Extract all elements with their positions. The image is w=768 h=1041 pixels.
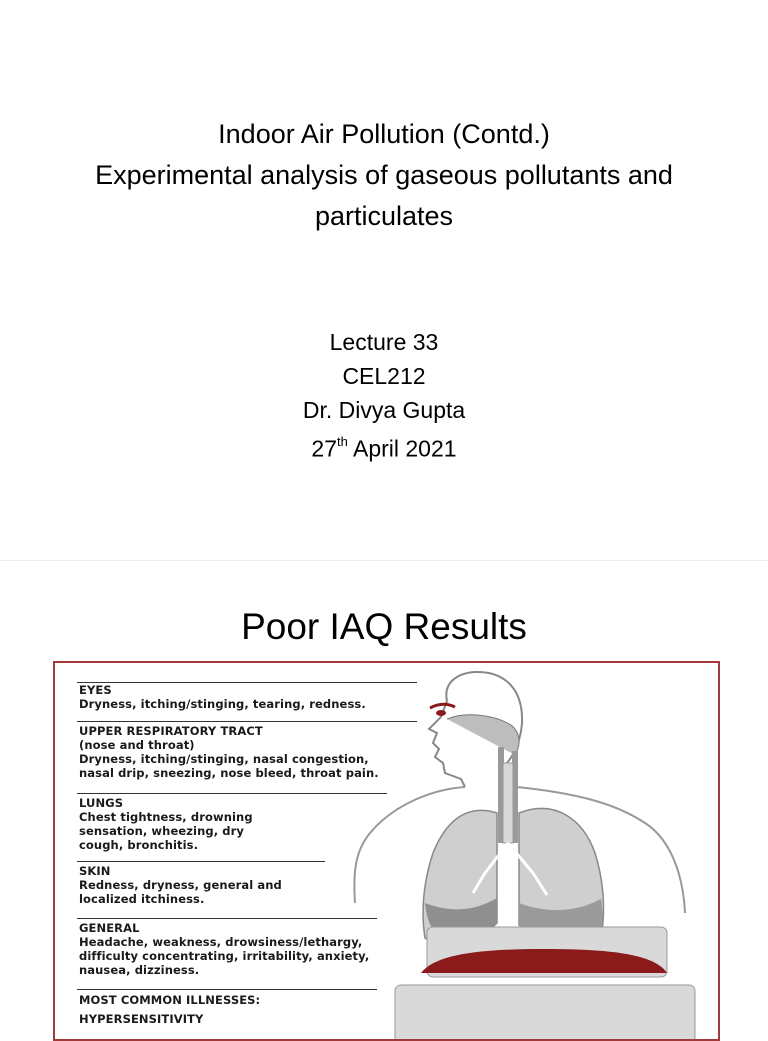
rule-general — [77, 918, 377, 919]
slide-divider — [0, 560, 768, 561]
symptom-text: Chest tightness, drowning — [79, 810, 253, 824]
symptom-text: Headache, weakness, drowsiness/lethargy, — [79, 935, 363, 949]
trachea — [503, 763, 513, 843]
date-suffix: th — [337, 434, 348, 449]
symptom-heading: SKIN — [79, 864, 111, 878]
slide-title — [0, 114, 768, 237]
date-rest: April 2021 — [347, 435, 457, 462]
face-profile — [429, 701, 465, 787]
symptom-text: Dryness, itching/stinging, tearing, redness. — [79, 697, 366, 711]
lower-body-panel — [395, 985, 695, 1039]
title-line-3: particulates — [314, 201, 454, 231]
title-line-1: Indoor Air Pollution (Contd.) — [218, 119, 550, 149]
lecture-date — [0, 427, 768, 466]
symptom-general — [79, 921, 369, 977]
symptom-text: localized itchiness. — [79, 892, 205, 906]
eye-mark — [430, 704, 455, 708]
symptom-illnesses — [79, 993, 260, 1026]
course-code: CEL212 — [342, 363, 426, 389]
symptom-text: nausea, dizziness. — [79, 963, 200, 977]
symptom-upper-respiratory — [79, 724, 379, 780]
symptom-heading: UPPER RESPIRATORY TRACT — [79, 724, 263, 738]
symptom-text: Redness, dryness, general and — [79, 878, 282, 892]
nasal-passage — [447, 715, 519, 755]
symptom-text: Dryness, itching/stinging, nasal congestion, — [79, 752, 369, 766]
symptom-skin — [79, 864, 282, 906]
symptom-text: (nose and throat) — [79, 738, 195, 752]
lecture-info — [0, 325, 768, 466]
symptom-heading: GENERAL — [79, 921, 140, 935]
symptom-heading: MOST COMMON ILLNESSES: — [79, 993, 261, 1007]
symptom-text: difficulty concentrating, irritability, anxiety, — [79, 949, 370, 963]
symptom-text: nasal drip, sneezing, nose bleed, throat pain. — [79, 766, 379, 780]
symptom-text: sensation, wheezing, dry — [79, 824, 244, 838]
symptom-text: cough, bronchitis. — [79, 838, 199, 852]
iaq-symptoms-figure — [53, 661, 720, 1041]
rule-illnesses — [77, 989, 377, 990]
symptom-text: HYPERSENSITIVITY — [79, 1012, 204, 1026]
instructor-name: Dr. Divya Gupta — [302, 397, 466, 423]
slide2-title: Poor IAQ Results — [241, 606, 527, 647]
symptom-lungs — [79, 796, 253, 852]
title-line-2: Experimental analysis of gaseous pollutants and — [95, 160, 673, 190]
rule-lungs — [77, 793, 387, 794]
lecture-number: Lecture 33 — [329, 329, 439, 355]
rule-skin — [77, 861, 325, 862]
symptom-heading: EYES — [79, 683, 112, 697]
rule-upper-respiratory — [77, 721, 417, 722]
date-day: 27 — [311, 435, 338, 462]
symptom-eyes — [79, 683, 366, 711]
eye-spot — [436, 710, 446, 716]
symptom-heading: LUNGS — [79, 796, 124, 810]
